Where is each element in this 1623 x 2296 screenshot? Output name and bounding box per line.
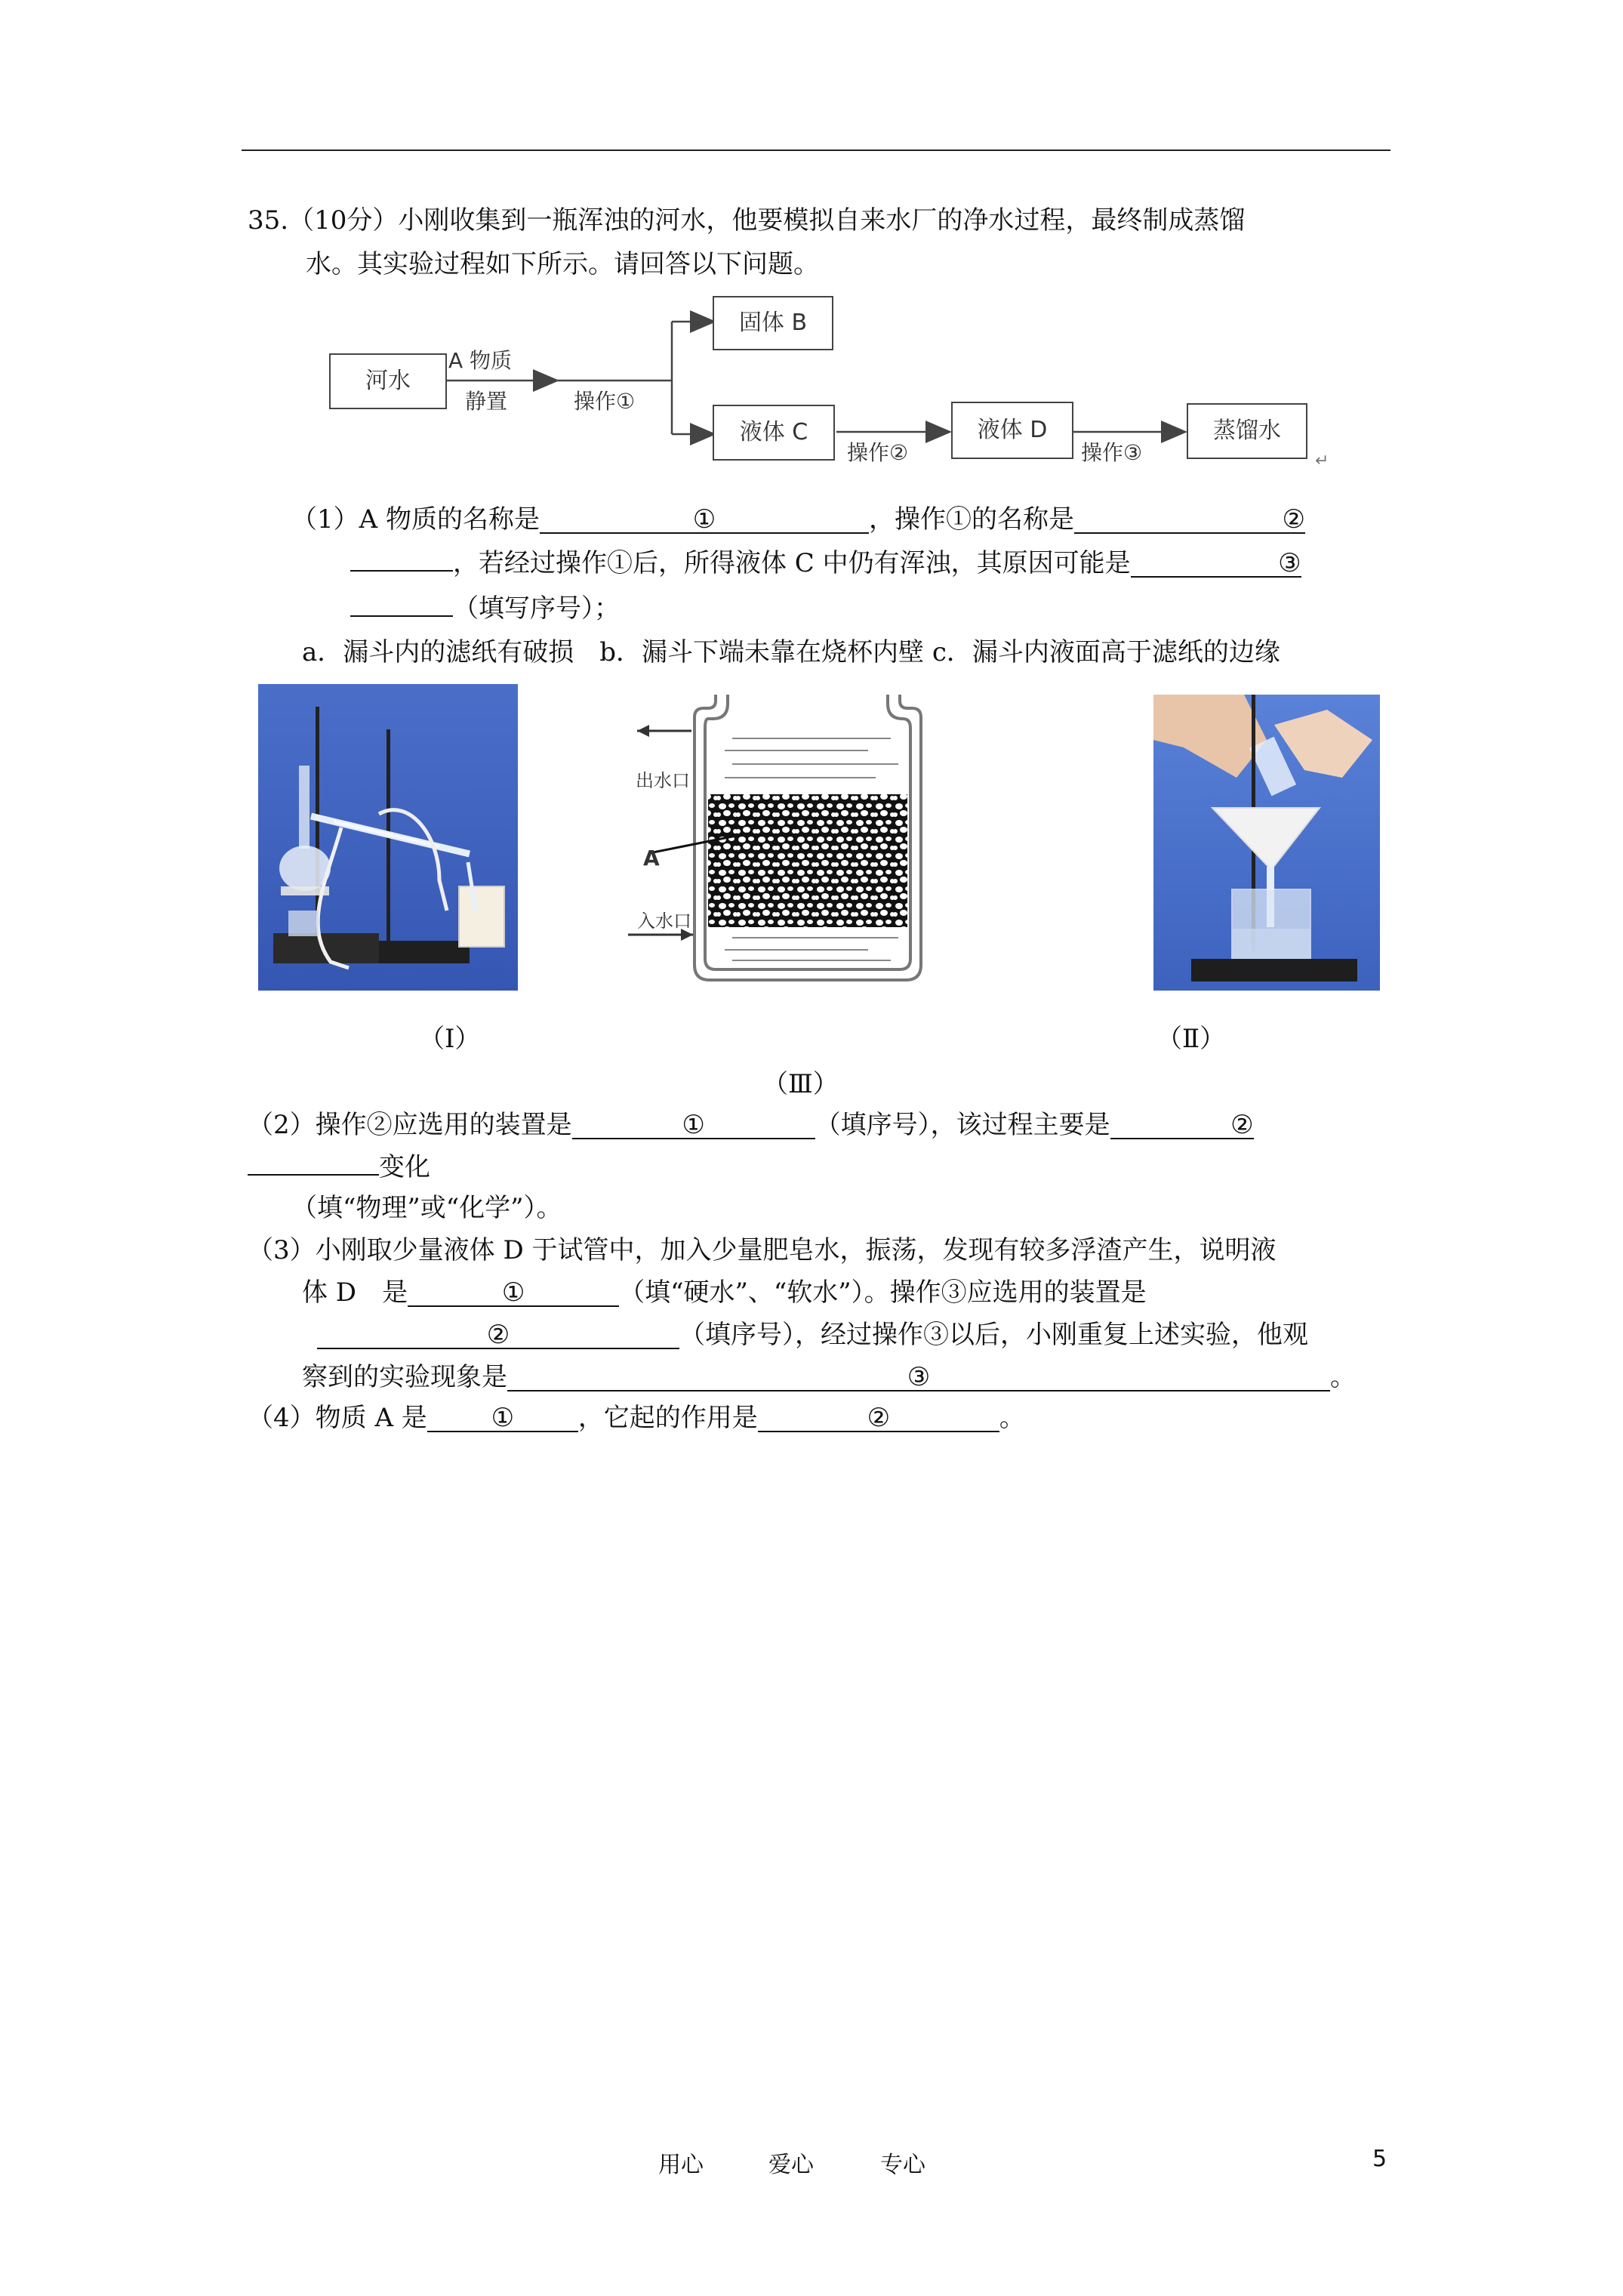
footer-word-1: 用心 xyxy=(658,2152,704,2178)
box-liquid-c: 液体 C xyxy=(713,405,835,461)
part1-line-1 xyxy=(291,504,1305,535)
figure-3-label: （Ⅲ） xyxy=(762,1069,839,1099)
figure-2-filtration-photo xyxy=(1153,695,1380,991)
question-intro-1: 小刚收集到一瓶浑浊的河水，他要模拟自来水厂的净水过程，最终制成蒸馏 xyxy=(398,205,1246,236)
box-liquid-d: 液体 D xyxy=(951,402,1073,459)
part1-blank-2-cont xyxy=(350,570,453,572)
part1-text-2: ，操作①的名称是 xyxy=(869,504,1074,535)
footer-word-3: 专心 xyxy=(880,2152,925,2178)
part1-text-1: （1）A 物质的名称是 xyxy=(291,504,540,535)
part1-text-3: ，若经过操作①后，所得液体 C 中仍有浑浊，其原因可能是 xyxy=(453,548,1131,578)
question-score: （10分） xyxy=(288,205,399,236)
part4-text-3: 。 xyxy=(999,1403,1025,1433)
part1-options: a．漏斗内的滤纸有破损 b．漏斗下端未靠在烧杯内壁 c．漏斗内液面高于滤纸的边缘 xyxy=(302,637,1280,667)
part2-line-3: （填“物理”或“化学”）。 xyxy=(291,1193,562,1223)
inlet-label: 入水口 xyxy=(637,911,691,932)
part3-text-2: 体 D 是 xyxy=(302,1277,408,1308)
part3-text-3: （填“硬水”、“软水”）。操作③应选用的装置是 xyxy=(619,1277,1147,1308)
page-number: 5 xyxy=(1372,2146,1387,2172)
outlet-label: 出水口 xyxy=(636,770,690,791)
part2-text-3: 变化 xyxy=(379,1152,430,1182)
part3-line-4 xyxy=(302,1362,1356,1392)
part3-line-1: （3）小刚取少量液体 D 于试管中，加入少量肥皂水，振荡，发现有较多浮渣产生，说明液 xyxy=(248,1235,1277,1265)
figure-2-label: （Ⅱ） xyxy=(1156,1024,1226,1054)
part3-blank-1[interactable]: ① xyxy=(408,1280,619,1307)
figure-1-label: （Ⅰ） xyxy=(419,1024,481,1054)
part2-blank-2-cont xyxy=(248,1174,379,1176)
part3-text-6: 。 xyxy=(1330,1362,1356,1392)
part1-line-3 xyxy=(350,593,620,624)
part4-text-2: ，它起的作用是 xyxy=(577,1403,758,1433)
figure-3-filter-diagram xyxy=(619,686,1012,988)
part4-line xyxy=(248,1403,1025,1433)
part1-blank-1[interactable]: ① xyxy=(540,507,869,534)
part4-blank-1[interactable]: ① xyxy=(427,1405,578,1432)
op1-label: 操作① xyxy=(574,389,636,414)
part2-blank-1[interactable]: ① xyxy=(572,1112,815,1139)
footer-word-2: 爱心 xyxy=(768,2152,814,2178)
box-river: 河水 xyxy=(329,353,447,409)
arrow1-bottom-label: 静置 xyxy=(465,389,508,414)
part4-blank-2[interactable]: ② xyxy=(758,1405,999,1432)
part1-blank-3[interactable]: ③ xyxy=(1131,550,1301,578)
box-solid-b: 固体 B xyxy=(713,296,833,350)
arrow1-top-label: A 物质 xyxy=(448,348,513,373)
op3-label: 操作③ xyxy=(1081,440,1143,465)
part3-text-5: 察到的实验现象是 xyxy=(302,1362,507,1392)
return-mark: ↵ xyxy=(1315,451,1329,470)
part3-blank-3[interactable]: ③ xyxy=(507,1364,1330,1391)
part3-line-2 xyxy=(302,1277,1147,1308)
figure-1-distillation-photo xyxy=(258,684,518,991)
question-number: 35. xyxy=(248,205,289,236)
part2-blank-2[interactable]: ② xyxy=(1110,1112,1254,1139)
op2-label: 操作② xyxy=(847,440,909,465)
box-distilled: 蒸馏水 xyxy=(1187,403,1307,459)
part1-blank-2[interactable]: ② xyxy=(1074,507,1305,534)
part3-text-4: （填序号），经过操作③以后，小刚重复上述实验，他观 xyxy=(679,1320,1308,1350)
part1-blank-3-cont xyxy=(350,615,453,617)
part4-text-1: （4）物质 A 是 xyxy=(248,1403,427,1433)
part2-text-1: （2）操作②应选用的装置是 xyxy=(248,1110,572,1140)
part3-line-3 xyxy=(317,1320,1308,1350)
a-label: A xyxy=(643,846,660,871)
part2-line-2 xyxy=(248,1152,430,1182)
part2-text-2: （填序号），该过程主要是 xyxy=(815,1110,1110,1140)
part2-line-1 xyxy=(248,1110,1254,1140)
part3-blank-2[interactable]: ② xyxy=(317,1322,679,1349)
question-intro-2: 水。其实验过程如下所示。请回答以下问题。 xyxy=(306,249,819,279)
part1-line-2 xyxy=(350,548,1301,578)
part1-text-4: （填写序号）； xyxy=(453,593,620,624)
